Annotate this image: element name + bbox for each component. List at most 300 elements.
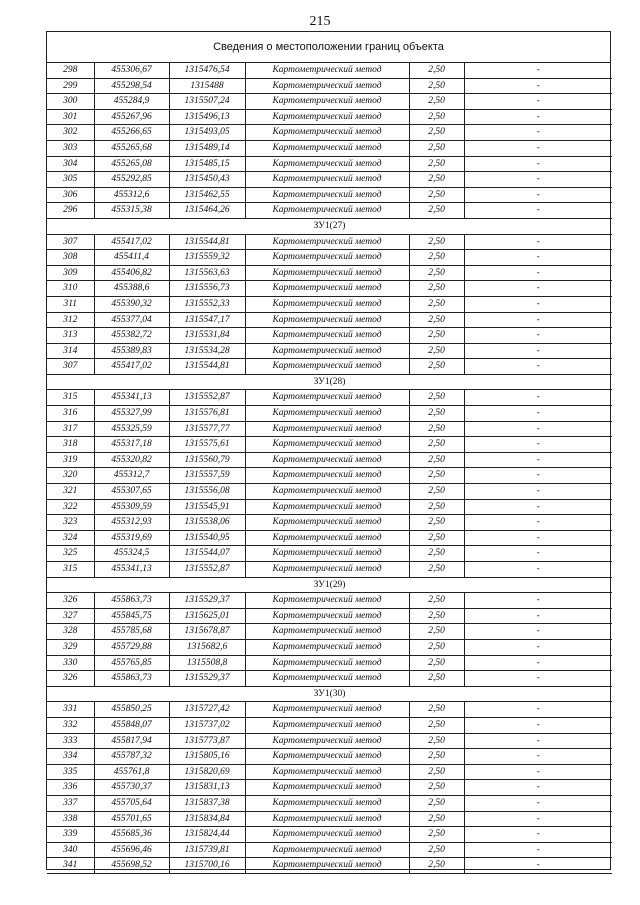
y-coordinate-cell: 1315557,59 <box>169 468 245 484</box>
note-cell: - <box>464 296 612 312</box>
y-coordinate-cell: 1315493,05 <box>169 125 245 141</box>
method-cell: Картометрический метод <box>245 780 409 796</box>
table-row <box>47 733 612 749</box>
table-row <box>47 187 612 203</box>
note-cell: - <box>464 655 612 671</box>
accuracy-cell: 2,50 <box>409 328 464 344</box>
note-cell: - <box>464 390 612 406</box>
method-cell: Картометрический метод <box>245 764 409 780</box>
x-coordinate-cell: 455317,18 <box>94 437 169 453</box>
note-cell: - <box>464 250 612 266</box>
point-number-cell: 332 <box>47 717 94 733</box>
point-number-cell: 322 <box>47 499 94 515</box>
note-cell: - <box>464 639 612 655</box>
point-number-cell: 312 <box>47 312 94 328</box>
method-cell: Картометрический метод <box>245 811 409 827</box>
note-cell: - <box>464 437 612 453</box>
coordinates-table <box>47 63 612 874</box>
note-cell: - <box>464 94 612 110</box>
note-cell: - <box>464 484 612 500</box>
method-cell: Картометрический метод <box>245 343 409 359</box>
note-cell: - <box>464 312 612 328</box>
point-number-cell: 316 <box>47 406 94 422</box>
table-row <box>47 94 612 110</box>
x-coordinate-cell: 455698,52 <box>94 858 169 874</box>
method-cell: Картометрический метод <box>245 125 409 141</box>
note-cell: - <box>464 717 612 733</box>
x-coordinate-cell: 455265,08 <box>94 156 169 172</box>
y-coordinate-cell: 1315464,26 <box>169 203 245 219</box>
x-coordinate-cell: 455312,6 <box>94 187 169 203</box>
table-row <box>47 78 612 94</box>
accuracy-cell: 2,50 <box>409 343 464 359</box>
accuracy-cell: 2,50 <box>409 671 464 687</box>
x-coordinate-cell: 455306,67 <box>94 63 169 78</box>
point-number-cell: 305 <box>47 172 94 188</box>
y-coordinate-cell: 1315545,91 <box>169 499 245 515</box>
accuracy-cell: 2,50 <box>409 484 464 500</box>
y-coordinate-cell: 1315727,42 <box>169 702 245 718</box>
coordinates-table-body <box>47 63 612 873</box>
method-cell: Картометрический метод <box>245 842 409 858</box>
y-coordinate-cell: 1315577,77 <box>169 421 245 437</box>
x-coordinate-cell: 455406,82 <box>94 265 169 281</box>
y-coordinate-cell: 1315507,24 <box>169 94 245 110</box>
y-coordinate-cell: 1315556,73 <box>169 281 245 297</box>
x-coordinate-cell: 455382,72 <box>94 328 169 344</box>
note-cell: - <box>464 234 612 250</box>
table-row <box>47 546 612 562</box>
method-cell: Картометрический метод <box>245 109 409 125</box>
point-number-cell: 315 <box>47 390 94 406</box>
point-number-cell: 341 <box>47 858 94 874</box>
y-coordinate-cell: 1315508,8 <box>169 655 245 671</box>
x-coordinate-cell: 455284,9 <box>94 94 169 110</box>
point-number-cell: 303 <box>47 140 94 156</box>
method-cell: Картометрический метод <box>245 562 409 578</box>
x-coordinate-cell: 455312,93 <box>94 515 169 531</box>
method-cell: Картометрический метод <box>245 281 409 297</box>
x-coordinate-cell: 455863,73 <box>94 671 169 687</box>
method-cell: Картометрический метод <box>245 421 409 437</box>
accuracy-cell: 2,50 <box>409 733 464 749</box>
section-header-row <box>47 577 612 593</box>
point-number-cell: 302 <box>47 125 94 141</box>
table-row <box>47 593 612 609</box>
point-number-cell: 308 <box>47 250 94 266</box>
note-cell: - <box>464 109 612 125</box>
table-row <box>47 234 612 250</box>
method-cell: Картометрический метод <box>245 187 409 203</box>
point-number-cell: 337 <box>47 795 94 811</box>
x-coordinate-cell: 455696,46 <box>94 842 169 858</box>
accuracy-cell: 2,50 <box>409 234 464 250</box>
method-cell: Картометрический метод <box>245 156 409 172</box>
point-number-cell: 301 <box>47 109 94 125</box>
note-cell: - <box>464 452 612 468</box>
y-coordinate-cell: 1315485,15 <box>169 156 245 172</box>
table-row <box>47 63 612 78</box>
x-coordinate-cell: 455817,94 <box>94 733 169 749</box>
accuracy-cell: 2,50 <box>409 468 464 484</box>
x-coordinate-cell: 455312,7 <box>94 468 169 484</box>
accuracy-cell: 2,50 <box>409 795 464 811</box>
accuracy-cell: 2,50 <box>409 187 464 203</box>
point-number-cell: 313 <box>47 328 94 344</box>
y-coordinate-cell: 1315560,79 <box>169 452 245 468</box>
y-coordinate-cell: 1315700,16 <box>169 858 245 874</box>
point-number-cell: 318 <box>47 437 94 453</box>
table-row <box>47 265 612 281</box>
note-cell: - <box>464 608 612 624</box>
method-cell: Картометрический метод <box>245 530 409 546</box>
point-number-cell: 323 <box>47 515 94 531</box>
x-coordinate-cell: 455863,73 <box>94 593 169 609</box>
note-cell: - <box>464 842 612 858</box>
x-coordinate-cell: 455265,68 <box>94 140 169 156</box>
point-number-cell: 315 <box>47 562 94 578</box>
x-coordinate-cell: 455417,02 <box>94 234 169 250</box>
point-number-cell: 324 <box>47 530 94 546</box>
table-row <box>47 312 612 328</box>
accuracy-cell: 2,50 <box>409 452 464 468</box>
accuracy-cell: 2,50 <box>409 546 464 562</box>
y-coordinate-cell: 1315488 <box>169 78 245 94</box>
method-cell: Картометрический метод <box>245 655 409 671</box>
accuracy-cell: 2,50 <box>409 858 464 874</box>
section-label: ЗУ1(28) <box>47 374 612 390</box>
y-coordinate-cell: 1315529,37 <box>169 671 245 687</box>
method-cell: Картометрический метод <box>245 671 409 687</box>
accuracy-cell: 2,50 <box>409 593 464 609</box>
table-row <box>47 359 612 375</box>
point-number-cell: 310 <box>47 281 94 297</box>
x-coordinate-cell: 455685,36 <box>94 827 169 843</box>
table-row <box>47 795 612 811</box>
table-row <box>47 421 612 437</box>
accuracy-cell: 2,50 <box>409 702 464 718</box>
method-cell: Картометрический метод <box>245 624 409 640</box>
accuracy-cell: 2,50 <box>409 780 464 796</box>
y-coordinate-cell: 1315544,07 <box>169 546 245 562</box>
method-cell: Картометрический метод <box>245 406 409 422</box>
note-cell: - <box>464 702 612 718</box>
x-coordinate-cell: 455390,32 <box>94 296 169 312</box>
method-cell: Картометрический метод <box>245 390 409 406</box>
point-number-cell: 299 <box>47 78 94 94</box>
x-coordinate-cell: 455411,4 <box>94 250 169 266</box>
table-row <box>47 671 612 687</box>
table-row <box>47 749 612 765</box>
x-coordinate-cell: 455705,64 <box>94 795 169 811</box>
table-row <box>47 452 612 468</box>
note-cell: - <box>464 795 612 811</box>
accuracy-cell: 2,50 <box>409 827 464 843</box>
table-row <box>47 140 612 156</box>
method-cell: Картометрический метод <box>245 140 409 156</box>
y-coordinate-cell: 1315544,81 <box>169 234 245 250</box>
y-coordinate-cell: 1315552,87 <box>169 562 245 578</box>
accuracy-cell: 2,50 <box>409 624 464 640</box>
x-coordinate-cell: 455848,07 <box>94 717 169 733</box>
y-coordinate-cell: 1315559,32 <box>169 250 245 266</box>
y-coordinate-cell: 1315834,84 <box>169 811 245 827</box>
note-cell: - <box>464 125 612 141</box>
x-coordinate-cell: 455320,82 <box>94 452 169 468</box>
method-cell: Картометрический метод <box>245 234 409 250</box>
y-coordinate-cell: 1315563,63 <box>169 265 245 281</box>
table-row <box>47 827 612 843</box>
x-coordinate-cell: 455292,85 <box>94 172 169 188</box>
note-cell: - <box>464 827 612 843</box>
table-row <box>47 842 612 858</box>
method-cell: Картометрический метод <box>245 702 409 718</box>
y-coordinate-cell: 1315837,38 <box>169 795 245 811</box>
table-row <box>47 499 612 515</box>
y-coordinate-cell: 1315529,37 <box>169 593 245 609</box>
y-coordinate-cell: 1315831,13 <box>169 780 245 796</box>
accuracy-cell: 2,50 <box>409 281 464 297</box>
accuracy-cell: 2,50 <box>409 296 464 312</box>
table-row <box>47 717 612 733</box>
y-coordinate-cell: 1315531,84 <box>169 328 245 344</box>
point-number-cell: 338 <box>47 811 94 827</box>
note-cell: - <box>464 281 612 297</box>
method-cell: Картометрический метод <box>245 468 409 484</box>
accuracy-cell: 2,50 <box>409 717 464 733</box>
table-row <box>47 172 612 188</box>
section-header-row <box>47 218 612 234</box>
accuracy-cell: 2,50 <box>409 109 464 125</box>
y-coordinate-cell: 1315737,02 <box>169 717 245 733</box>
accuracy-cell: 2,50 <box>409 406 464 422</box>
accuracy-cell: 2,50 <box>409 530 464 546</box>
x-coordinate-cell: 455309,59 <box>94 499 169 515</box>
point-number-cell: 300 <box>47 94 94 110</box>
note-cell: - <box>464 733 612 749</box>
y-coordinate-cell: 1315462,55 <box>169 187 245 203</box>
x-coordinate-cell: 455787,32 <box>94 749 169 765</box>
x-coordinate-cell: 455850,25 <box>94 702 169 718</box>
note-cell: - <box>464 749 612 765</box>
y-coordinate-cell: 1315450,43 <box>169 172 245 188</box>
y-coordinate-cell: 1315678,87 <box>169 624 245 640</box>
y-coordinate-cell: 1315575,61 <box>169 437 245 453</box>
method-cell: Картометрический метод <box>245 546 409 562</box>
y-coordinate-cell: 1315552,87 <box>169 390 245 406</box>
point-number-cell: 304 <box>47 156 94 172</box>
x-coordinate-cell: 455701,65 <box>94 811 169 827</box>
method-cell: Картометрический метод <box>245 452 409 468</box>
y-coordinate-cell: 1315496,13 <box>169 109 245 125</box>
table-row <box>47 156 612 172</box>
table-row <box>47 328 612 344</box>
method-cell: Картометрический метод <box>245 749 409 765</box>
accuracy-cell: 2,50 <box>409 390 464 406</box>
point-number-cell: 320 <box>47 468 94 484</box>
point-number-cell: 326 <box>47 671 94 687</box>
x-coordinate-cell: 455341,13 <box>94 390 169 406</box>
table-row <box>47 203 612 219</box>
note-cell: - <box>464 530 612 546</box>
point-number-cell: 317 <box>47 421 94 437</box>
x-coordinate-cell: 455315,38 <box>94 203 169 219</box>
method-cell: Картометрический метод <box>245 608 409 624</box>
accuracy-cell: 2,50 <box>409 78 464 94</box>
accuracy-cell: 2,50 <box>409 203 464 219</box>
accuracy-cell: 2,50 <box>409 421 464 437</box>
method-cell: Картометрический метод <box>245 296 409 312</box>
method-cell: Картометрический метод <box>245 437 409 453</box>
table-row <box>47 624 612 640</box>
table-row <box>47 109 612 125</box>
point-number-cell: 336 <box>47 780 94 796</box>
x-coordinate-cell: 455377,04 <box>94 312 169 328</box>
method-cell: Картометрический метод <box>245 795 409 811</box>
x-coordinate-cell: 455298,54 <box>94 78 169 94</box>
section-header-row <box>47 374 612 390</box>
table-row <box>47 125 612 141</box>
note-cell: - <box>464 562 612 578</box>
table-row <box>47 390 612 406</box>
method-cell: Картометрический метод <box>245 265 409 281</box>
accuracy-cell: 2,50 <box>409 140 464 156</box>
method-cell: Картометрический метод <box>245 717 409 733</box>
x-coordinate-cell: 455389,83 <box>94 343 169 359</box>
note-cell: - <box>464 140 612 156</box>
method-cell: Картометрический метод <box>245 639 409 655</box>
note-cell: - <box>464 811 612 827</box>
point-number-cell: 309 <box>47 265 94 281</box>
point-number-cell: 335 <box>47 764 94 780</box>
accuracy-cell: 2,50 <box>409 515 464 531</box>
section-label: ЗУ1(29) <box>47 577 612 593</box>
x-coordinate-cell: 455417,02 <box>94 359 169 375</box>
method-cell: Картометрический метод <box>245 78 409 94</box>
note-cell: - <box>464 156 612 172</box>
section-label: ЗУ1(27) <box>47 218 612 234</box>
y-coordinate-cell: 1315805,16 <box>169 749 245 765</box>
note-cell: - <box>464 468 612 484</box>
note-cell: - <box>464 764 612 780</box>
method-cell: Картометрический метод <box>245 328 409 344</box>
x-coordinate-cell: 455729,88 <box>94 639 169 655</box>
y-coordinate-cell: 1315820,69 <box>169 764 245 780</box>
point-number-cell: 333 <box>47 733 94 749</box>
accuracy-cell: 2,50 <box>409 749 464 765</box>
accuracy-cell: 2,50 <box>409 608 464 624</box>
section-header-row <box>47 686 612 702</box>
note-cell: - <box>464 172 612 188</box>
method-cell: Картометрический метод <box>245 593 409 609</box>
table-row <box>47 608 612 624</box>
point-number-cell: 334 <box>47 749 94 765</box>
y-coordinate-cell: 1315534,28 <box>169 343 245 359</box>
method-cell: Картометрический метод <box>245 203 409 219</box>
point-number-cell: 340 <box>47 842 94 858</box>
table-row <box>47 437 612 453</box>
y-coordinate-cell: 1315824,44 <box>169 827 245 843</box>
accuracy-cell: 2,50 <box>409 265 464 281</box>
note-cell: - <box>464 593 612 609</box>
point-number-cell: 325 <box>47 546 94 562</box>
note-cell: - <box>464 421 612 437</box>
x-coordinate-cell: 455307,65 <box>94 484 169 500</box>
table-row <box>47 281 612 297</box>
table-row <box>47 406 612 422</box>
table-title: Сведения о местоположении границ объекта <box>47 32 610 63</box>
accuracy-cell: 2,50 <box>409 63 464 78</box>
point-number-cell: 319 <box>47 452 94 468</box>
method-cell: Картометрический метод <box>245 359 409 375</box>
accuracy-cell: 2,50 <box>409 125 464 141</box>
accuracy-cell: 2,50 <box>409 94 464 110</box>
y-coordinate-cell: 1315538,06 <box>169 515 245 531</box>
accuracy-cell: 2,50 <box>409 359 464 375</box>
point-number-cell: 331 <box>47 702 94 718</box>
point-number-cell: 326 <box>47 593 94 609</box>
table-row <box>47 484 612 500</box>
point-number-cell: 327 <box>47 608 94 624</box>
point-number-cell: 306 <box>47 187 94 203</box>
accuracy-cell: 2,50 <box>409 655 464 671</box>
y-coordinate-cell: 1315773,87 <box>169 733 245 749</box>
table-row <box>47 343 612 359</box>
accuracy-cell: 2,50 <box>409 562 464 578</box>
table-row <box>47 858 612 874</box>
method-cell: Картометрический метод <box>245 63 409 78</box>
point-number-cell: 329 <box>47 639 94 655</box>
accuracy-cell: 2,50 <box>409 499 464 515</box>
table-row <box>47 639 612 655</box>
table-row <box>47 250 612 266</box>
method-cell: Картометрический метод <box>245 515 409 531</box>
note-cell: - <box>464 265 612 281</box>
y-coordinate-cell: 1315476,54 <box>169 63 245 78</box>
table-row <box>47 562 612 578</box>
method-cell: Картометрический метод <box>245 172 409 188</box>
accuracy-cell: 2,50 <box>409 172 464 188</box>
method-cell: Картометрический метод <box>245 499 409 515</box>
y-coordinate-cell: 1315544,81 <box>169 359 245 375</box>
x-coordinate-cell: 455324,5 <box>94 546 169 562</box>
note-cell: - <box>464 187 612 203</box>
method-cell: Картометрический метод <box>245 250 409 266</box>
point-number-cell: 307 <box>47 359 94 375</box>
note-cell: - <box>464 780 612 796</box>
point-number-cell: 296 <box>47 203 94 219</box>
note-cell: - <box>464 406 612 422</box>
note-cell: - <box>464 78 612 94</box>
y-coordinate-cell: 1315547,17 <box>169 312 245 328</box>
section-label: ЗУ1(30) <box>47 686 612 702</box>
table-row <box>47 764 612 780</box>
accuracy-cell: 2,50 <box>409 639 464 655</box>
y-coordinate-cell: 1315625,01 <box>169 608 245 624</box>
x-coordinate-cell: 455761,8 <box>94 764 169 780</box>
y-coordinate-cell: 1315576,81 <box>169 406 245 422</box>
accuracy-cell: 2,50 <box>409 312 464 328</box>
table-row <box>47 780 612 796</box>
x-coordinate-cell: 455327,99 <box>94 406 169 422</box>
table-row <box>47 515 612 531</box>
accuracy-cell: 2,50 <box>409 437 464 453</box>
x-coordinate-cell: 455845,75 <box>94 608 169 624</box>
method-cell: Картометрический метод <box>245 94 409 110</box>
note-cell: - <box>464 343 612 359</box>
x-coordinate-cell: 455266,65 <box>94 125 169 141</box>
x-coordinate-cell: 455765,85 <box>94 655 169 671</box>
